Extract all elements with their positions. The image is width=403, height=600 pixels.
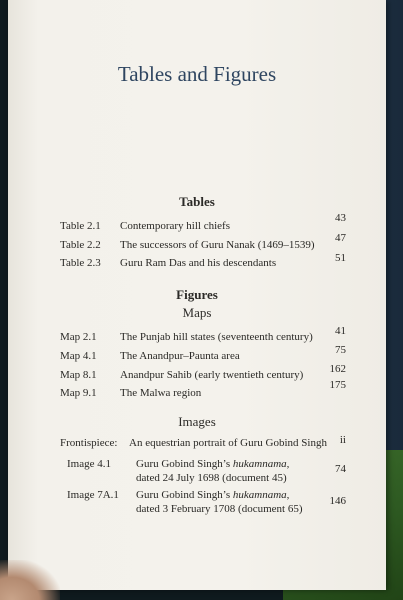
entry-page: 47 bbox=[335, 232, 346, 244]
entry-label: Map 4.1 bbox=[60, 350, 97, 362]
tables-heading: Tables bbox=[179, 194, 215, 209]
entry-page: 51 bbox=[335, 252, 346, 264]
entry-text-italic: hukamnama, bbox=[232, 458, 290, 470]
entry-page: 162 bbox=[329, 363, 346, 375]
entry-text: Contemporary hill chiefs bbox=[120, 220, 230, 232]
entry-text: Anandpur Sahib (early twentieth century) bbox=[120, 369, 304, 381]
entry-page: 41 bbox=[335, 325, 346, 337]
entry-text-line-1 bbox=[136, 488, 289, 502]
entry-label: Image 7A.1 bbox=[67, 489, 119, 501]
entry-text: The Punjab hill states (seventeenth century) bbox=[120, 331, 313, 343]
entry-text-line-2: dated 24 July 1698 (document 45) bbox=[136, 472, 287, 484]
entry-page: 75 bbox=[335, 344, 346, 356]
entry-label: Table 2.3 bbox=[60, 257, 101, 269]
entry-text: The Malwa region bbox=[120, 387, 202, 399]
entry-text-plain: Guru Gobind Singh’s bbox=[136, 458, 233, 470]
entry-text-plain: Guru Gobind Singh’s bbox=[136, 489, 233, 501]
entry-page: 74 bbox=[335, 463, 346, 475]
book-page bbox=[8, 0, 386, 590]
entry-text: The successors of Guru Nanak (1469–1539) bbox=[120, 239, 315, 251]
entry-text: Guru Ram Das and his descendants bbox=[120, 257, 277, 269]
entry-label: Image 4.1 bbox=[67, 458, 111, 470]
page-title: Tables and Figures bbox=[117, 62, 277, 86]
hand-background bbox=[0, 560, 60, 600]
figures-heading: Figures bbox=[176, 287, 218, 302]
entry-text-line-2: dated 3 February 1708 (document 65) bbox=[136, 503, 303, 515]
entry-label: Map 9.1 bbox=[60, 387, 97, 399]
entry-page: 146 bbox=[329, 495, 346, 507]
maps-heading: Maps bbox=[182, 305, 212, 320]
entry-page: 175 bbox=[329, 379, 346, 391]
images-heading: Images bbox=[178, 414, 216, 429]
entry-text-line-1 bbox=[136, 457, 289, 471]
entry-text: An equestrian portrait of Guru Gobind Singh bbox=[129, 437, 327, 449]
entry-label: Map 2.1 bbox=[60, 331, 97, 343]
entry-page: 43 bbox=[335, 212, 346, 224]
entry-page: ii bbox=[339, 434, 346, 446]
entry-text-italic: hukamnama, bbox=[232, 489, 290, 501]
entry-text: The Anandpur–Paunta area bbox=[120, 350, 240, 362]
entry-label: Table 2.2 bbox=[60, 239, 101, 251]
entry-label: Table 2.1 bbox=[60, 220, 101, 232]
entry-label: Frontispiece: bbox=[60, 437, 118, 449]
entry-label: Map 8.1 bbox=[60, 369, 97, 381]
